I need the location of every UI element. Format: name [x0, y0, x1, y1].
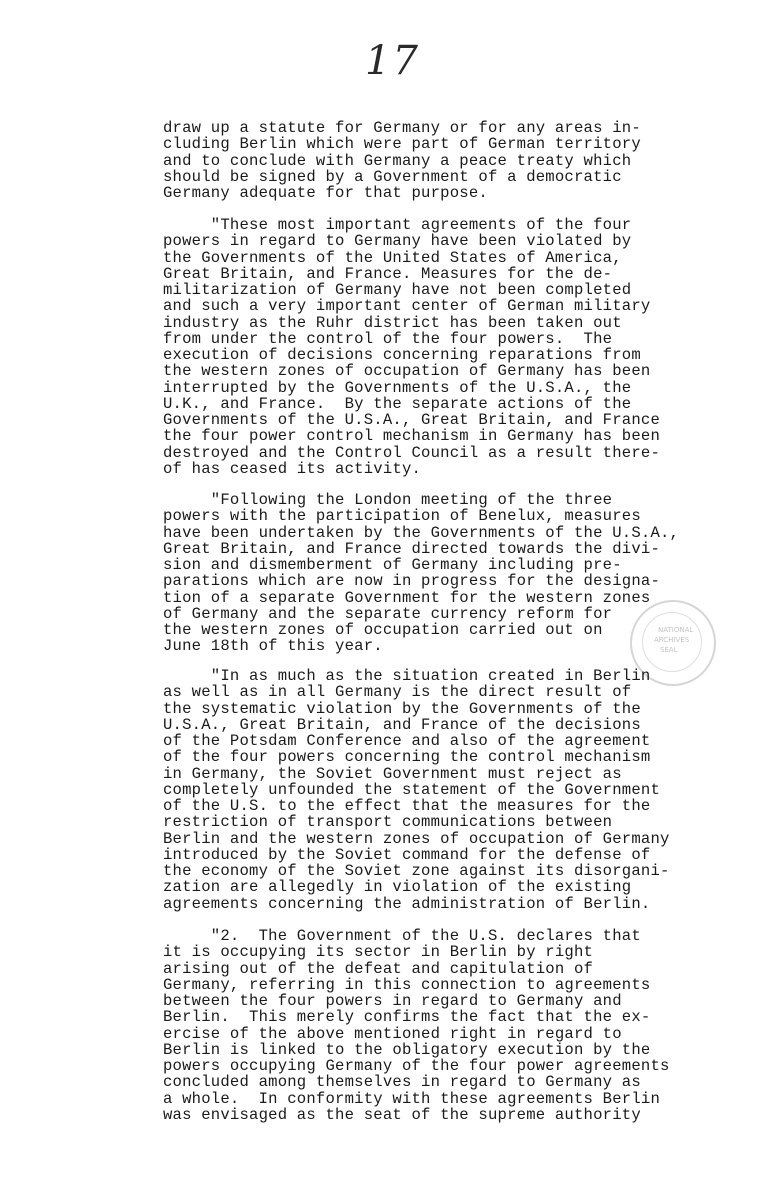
archives-stamp-text: NATIONAL: [658, 626, 694, 634]
archives-stamp-text: ARCHIVES: [654, 636, 690, 644]
body-paragraph: "In as much as the situation created in Berlin as well as in all Germany is the direct result of the systematic violation by the Governments of the U.S.A., Great Britain, and France of the decisions of the Potsdam Conference and also of the agreement of the four powers concerning the control mechanism in Germany, the Soviet Government must reject as completely unfounded the statement of the Government of the U.S. to the effect that the measures for the restriction of transport communications between Berlin and the western zones of occupation of Germany introduced by the Soviet command for the defense of the economy of the Soviet zone against its disorgani- zation are allegedly in violation of the existing agreements concerning the administration of Berlin.: [163, 667, 670, 913]
archives-stamp-text: SEAL: [660, 646, 678, 654]
body-paragraph: "2. The Government of the U.S. declares that it is occupying its sector in Berlin by right arising out of the defeat and capitulation of Germany, referring in this connection to agreements between the four powers in regard to Germany and Berlin. This merely confirms the fact that the ex- ercise of the above mentioned right in regard to Berlin is linked to the obligatory execution by the powers occupying Germany of the four power agreements concluded among themselves in regard to Germany as a whole. In conformity with these agreements Berlin was envisaged as the seat of the supreme authority: [163, 927, 670, 1124]
body-paragraph: draw up a statute for Germany or for any areas in- cluding Berlin which were part of German territory and to conclude with Germany a peace treaty which should be signed by a Government of a democratic Germany adequate for that purpose.: [163, 119, 641, 202]
body-paragraph: "These most important agreements of the four powers in regard to Germany have been violated by the Governments of the United States of America, Great Britain, and France. Measures for the de- militarization of Germany have not been completed and such a very important center of German military industry as the Ruhr district has been taken out from under the control of the four powers. The execution of decisions concerning reparations from the western zones of occupation of Germany has been interrupted by the Governments of the U.S.A., the U.K., and France. By the separate actions of the Governments of the U.S.A., Great Britain, and France the four power control mechanism in Germany has been destroyed and the Control Council as a result there- of has ceased its activity.: [163, 216, 661, 478]
page-number: 17: [365, 38, 420, 84]
body-paragraph: "Following the London meeting of the three powers with the participation of Benelux, measures have been undertaken by the Governments of the U.S.A., Great Britain, and France directed towards the divi- sion and dismemberment of Germany including pre- parations which are now in progress for the designa- tion of a separate Government for the western zones of Germany and the separate currency reform for the western zones of occupation carried out on June 18th of this year.: [163, 491, 680, 656]
